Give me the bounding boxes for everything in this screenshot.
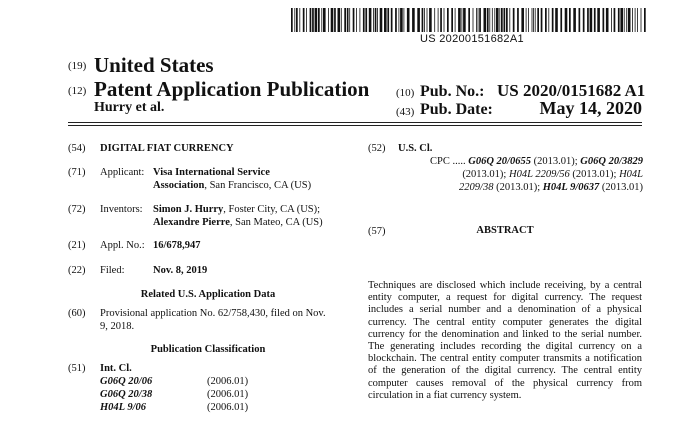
applicant-code: (71): [68, 167, 86, 178]
intcl-code-2: G06Q 20/38: [100, 389, 153, 400]
inventors-label: Inventors:: [100, 204, 143, 215]
intcl-year-2: (2006.01): [207, 389, 249, 400]
pub-no-label: Pub. No.:: [420, 83, 485, 100]
inventors-code: (72): [68, 204, 86, 215]
intcl-label: Int. Cl.: [100, 363, 132, 374]
country-title: United States: [94, 53, 214, 77]
cpc-code-4a: H04L: [619, 169, 643, 180]
inventor-2-location: , San Mateo, CA (US): [229, 217, 323, 228]
applicant-block: [153, 166, 311, 192]
cpc-year-5: (2013.01): [599, 182, 643, 193]
pub-date-value: May 14, 2020: [539, 98, 642, 118]
pub-date-label: Pub. Date:: [420, 101, 493, 118]
related-data-heading: Related U.S. Application Data: [140, 289, 276, 300]
inventor-2-name: Alexandre Pierre: [153, 217, 230, 228]
cpc-year-4: (2013.01);: [493, 182, 543, 193]
appl-number: 16/678,947: [153, 240, 201, 251]
classification-heading: Publication Classification: [150, 344, 266, 355]
inventor-1-location: , Foster City, CA (US);: [223, 204, 321, 215]
intcl-code-3: H04L 9/06: [100, 402, 146, 413]
provisional-line2: 9, 2018.: [100, 321, 135, 332]
intcl-year-1: (2006.01): [207, 376, 249, 387]
publication-type: Patent Application Publication: [94, 77, 370, 101]
uscl-label: U.S. Cl.: [398, 143, 433, 154]
cpc-year-2: (2013.01);: [462, 169, 509, 180]
cpc-code-4b: 2209/38: [459, 182, 494, 193]
appl-code: (21): [68, 240, 86, 251]
filed-label: Filed:: [100, 265, 125, 276]
cpc-code-2: G06Q 20/3829: [580, 156, 643, 167]
code-10: (10): [396, 87, 415, 99]
intcl-code-1: G06Q 20/06: [100, 376, 153, 387]
code-43: (43): [396, 106, 415, 118]
header-rule-bottom: [68, 125, 642, 126]
intcl-year-3: (2006.01): [207, 402, 249, 413]
cpc-code-5: H04L 9/0637: [542, 182, 600, 193]
barcode-image: [291, 8, 647, 32]
applicant-label: Applicant:: [100, 167, 145, 178]
filed-date: Nov. 8, 2019: [153, 265, 208, 276]
appl-label: Appl. No.:: [100, 240, 145, 251]
cpc-year-3: (2013.01);: [569, 169, 620, 180]
intcl-code: (51): [68, 363, 86, 374]
provisional-block: [100, 307, 326, 333]
cpc-block: [398, 155, 643, 194]
applicant-name-line2: Association: [153, 180, 205, 191]
pub-no-value: US 2020/0151682 A1: [497, 81, 646, 100]
provisional-code: (60): [68, 308, 86, 319]
cpc-code-1: G06Q 20/0655: [468, 156, 531, 167]
abstract-code: (57): [368, 226, 386, 237]
inventors-block: [153, 203, 323, 229]
barcode-number: US 20200151682A1: [420, 33, 524, 45]
patent-title: DIGITAL FIAT CURRENCY: [100, 143, 234, 154]
cpc-code-3: H04L 2209/56: [508, 169, 570, 180]
inventor-1-name: Simon J. Hurry: [153, 204, 224, 215]
header-rule-top: [68, 122, 642, 123]
filed-code: (22): [68, 265, 86, 276]
uscl-code: (52): [368, 143, 386, 154]
abstract-text: Techniques are disclosed which include receiving, by a central entity computer, a request for digital currency. The request includes a serial number and a denomination of a physical currency. The central entity computer generates the digital currency for the denomination and linked to the serial number. The generating includes recording the digital currency on a blockchain. The central entity computer transmits a notification of the generation of the digital currency. The central entity computer causes removal of the physical currency from circulation in a fiat currency system.: [368, 280, 642, 401]
applicant-name-line1: Visa International Service: [153, 167, 270, 178]
title-code: (54): [68, 143, 86, 154]
applicant-location: , San Francisco, CA (US): [204, 180, 312, 191]
abstract-heading: ABSTRACT: [476, 225, 534, 236]
cpc-prefix: CPC .....: [430, 156, 466, 167]
authors: Hurry et al.: [94, 100, 165, 115]
code-19: (19): [68, 60, 87, 72]
provisional-line1: Provisional application No. 62/758,430, filed on Nov.: [100, 308, 326, 319]
cpc-year-1: (2013.01);: [530, 156, 581, 167]
code-12: (12): [68, 85, 87, 97]
